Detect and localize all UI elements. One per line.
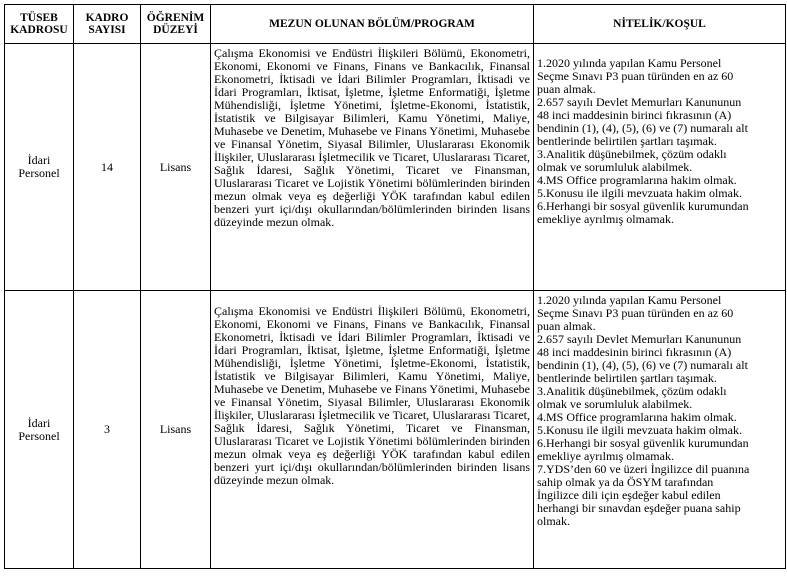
kadro-sayisi-cell: 14 <box>74 44 141 291</box>
header-bolum: MEZUN OLUNAN BÖLÜM/PROGRAM <box>211 5 534 44</box>
kadro-cell: İdari Personel <box>5 291 74 569</box>
header-nitelik: NİTELİK/KOŞUL <box>534 5 786 44</box>
header-ogrenim: ÖĞRENİM DÜZEYİ <box>141 5 211 44</box>
kadro-cell: İdari Personel <box>5 44 74 291</box>
table-row <box>5 291 786 569</box>
table-row <box>5 44 786 291</box>
ogrenim-cell: Lisans <box>141 44 211 291</box>
kadro-sayisi-cell: 3 <box>74 291 141 569</box>
header-sayi: KADRO SAYISI <box>74 5 141 44</box>
header-row <box>5 5 786 44</box>
ogrenim-cell: Lisans <box>141 291 211 569</box>
nitelik-cell: 1.2020 yılında yapılan Kamu Personel Seçme Sınavı P3 puan türünden en az 60 puan almak. 2.657 sayılı Devlet Memurları Kanununun 48 inci maddesinin birinci fıkrasının (A) bendinin (1), (4), (5), (6) ve (7) numaralı alt bentlerinde belirtilen şartları taşımak. 3.Analitik düşünebilmek, çözüm odaklı olmak ve sorumluluk alabilmek. 4.MS Office programlarına hakim olmak. 5.Konusu ile ilgili mevzuata hakim olmak. 6.Herhangi bir sosyal güvenlik kurumundan emekliye ayrılmış olmamak. <box>534 44 786 291</box>
staff-requirements-table <box>4 4 786 569</box>
header-kadro: TÜSEB KADROSU <box>5 5 74 44</box>
bolum-cell: Çalışma Ekonomisi ve Endüstri İlişkileri Bölümü, Ekonometri, Ekonomi, Ekonomi ve Finans, Finans ve Bankacılık, Finansal Ekonometri, İktisadi ve İdari Bilimler Programları, İktisadi ve İdari Programları, İktisat, İşletme, İşletme Enformatiği, İşletme Mühendisliği, İşletme Yönetimi, İşletme-Ekonomi, İstatistik, İstatistik ve Bilgisayar Bilimleri, Kamu Yönetimi, Maliye, Muhasebe ve Denetim, Muhasebe ve Finans Yönetimi, Muhasebe ve Finansal Yönetim, Siyasal Bilimler, Uluslararası Ekonomik İlişkiler, Uluslararası İşletmecilik ve Ticaret, Uluslararası Ticaret, Sağlık İdaresi, Sağlık Yönetimi, Ticaret ve Finansman, Uluslararası Ticaret ve Lojistik Yönetimi bölümlerinden birinden mezun olmak veya eş değerliği YÖK tarafından kabul edilen benzeri yurt içi/dışı okullarından/bölümlerinden birinden lisans düzeyinde mezun olmak. <box>211 44 534 291</box>
bolum-cell: Çalışma Ekonomisi ve Endüstri İlişkileri Bölümü, Ekonometri, Ekonomi, Ekonomi ve Finans, Finans ve Bankacılık, Finansal Ekonometri, İktisadi ve İdari Bilimler Programları, İktisadi ve İdari Programları, İktisat, İşletme, İşletme Enformatiği, İşletme Mühendisliği, İşletme Yönetimi, İşletme-Ekonomi, İstatistik, İstatistik ve Bilgisayar Bilimleri, Kamu Yönetimi, Maliye, Muhasebe ve Denetim, Muhasebe ve Finans Yönetimi, Muhasebe ve Finansal Yönetim, Siyasal Bilimler, Uluslararası Ekonomik İlişkiler, Uluslararası İşletmecilik ve Ticaret, Uluslararası Ticaret, Sağlık İdaresi, Sağlık Yönetimi, Ticaret ve Finansman, Uluslararası Ticaret ve Lojistik Yönetimi bölümlerinden birinden mezun olmak veya eş değerliği YÖK tarafından kabul edilen benzeri yurt içi/dışı okullarından/bölümlerinden birinden lisans düzeyinde mezun olmak. <box>211 291 534 569</box>
nitelik-cell: 1.2020 yılında yapılan Kamu Personel Seçme Sınavı P3 puan türünden en az 60 puan almak. 2.657 sayılı Devlet Memurları Kanununun 48 inci maddesinin birinci fıkrasının (A) bendinin (1), (4), (5), (6) ve (7) numaralı alt bentlerinde belirtilen şartları taşımak. 3.Analitik düşünebilmek, çözüm odaklı olmak ve sorumluluk alabilmek. 4.MS Office programlarına hakim olmak. 5.Konusu ile ilgili mevzuata hakim olmak. 6.Herhangi bir sosyal güvenlik kurumundan emekliye ayrılmış olmamak. 7.YDS’den 60 ve üzeri İngilizce dil puanına sahip olmak ya da ÖSYM tarafından İngilizce dili için eşdeğer kabul edilen herhangi bir sınavdan eşdeğer puana sahip olmak. <box>534 291 786 569</box>
